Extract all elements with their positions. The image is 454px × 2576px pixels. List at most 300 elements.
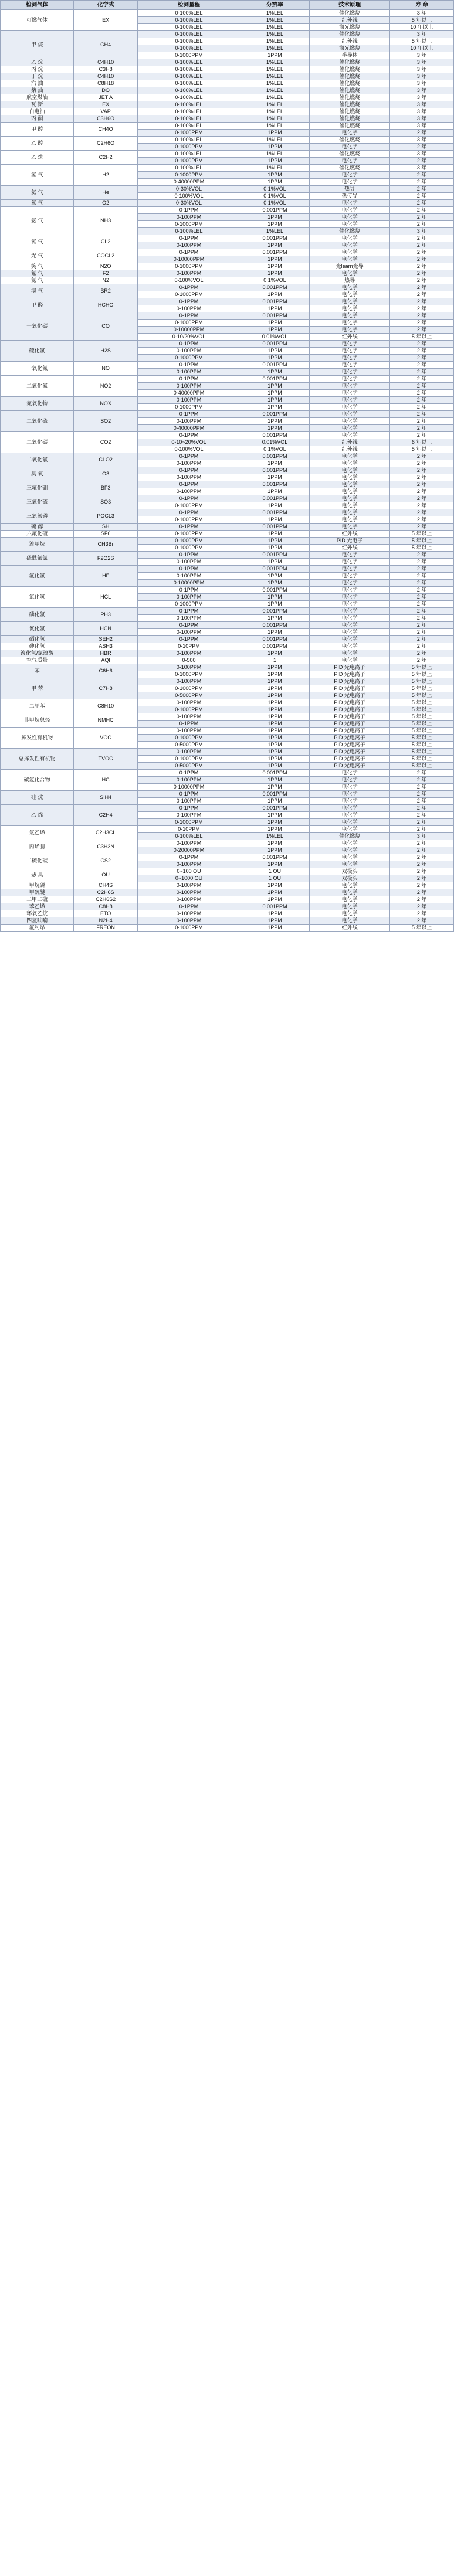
cell-principle: 电化学	[310, 889, 390, 896]
cell-range: 0-100PPM	[138, 798, 240, 805]
cell-resolution: 1PPM	[240, 256, 309, 263]
cell-principle: 电化学	[310, 791, 390, 798]
cell-principle: 催化燃烧	[310, 80, 390, 87]
cell-resolution: 1PPM	[240, 925, 309, 932]
cell-resolution: 1PPM	[240, 172, 309, 179]
cell-resolution: 1PPM	[240, 538, 309, 545]
cell-gas-name: 硫 醇	[1, 524, 74, 531]
cell-principle: 红外线	[310, 545, 390, 552]
cell-principle: 电化学	[310, 144, 390, 151]
cell-gas-name: 氦 气	[1, 186, 74, 200]
cell-resolution: 0.001PPM	[240, 509, 309, 516]
cell-principle: 电化学	[310, 242, 390, 249]
cell-life: 2 年	[390, 502, 454, 509]
cell-life: 2 年	[390, 467, 454, 474]
cell-life: 2 年	[390, 130, 454, 137]
cell-life: 2 年	[390, 643, 454, 650]
cell-principle: 电化学	[310, 348, 390, 355]
cell-formula: SF6	[74, 531, 138, 538]
cell-resolution: 1PPM	[240, 516, 309, 524]
cell-gas-name: 碳氢化合物	[1, 770, 74, 791]
cell-resolution: 0.01%VOL	[240, 334, 309, 341]
cell-range: 0-100PPM	[138, 678, 240, 685]
cell-life: 2 年	[390, 784, 454, 791]
cell-life: 3 年	[390, 94, 454, 101]
cell-gas-name: 丁 烷	[1, 73, 74, 80]
cell-principle: PID 光电离子	[310, 685, 390, 692]
cell-range: 0-100PPM	[138, 896, 240, 903]
cell-resolution: 1PPM	[240, 615, 309, 622]
cell-principle: PID 光电离子	[310, 699, 390, 706]
cell-life: 5 年以上	[390, 446, 454, 453]
cell-resolution: 1PPM	[240, 383, 309, 390]
cell-principle: 电化学	[310, 172, 390, 179]
cell-gas-name: 汽 油	[1, 80, 74, 87]
cell-range: 0-1PPM	[138, 341, 240, 348]
cell-principle: 催化燃烧	[310, 87, 390, 94]
cell-range: 0-1PPM	[138, 903, 240, 910]
cell-principle: 电化学	[310, 256, 390, 263]
cell-principle: PID 光电离子	[310, 678, 390, 685]
cell-life: 2 年	[390, 495, 454, 502]
cell-resolution: 1PPM	[240, 291, 309, 298]
cell-gas-name: 三氟化硼	[1, 481, 74, 495]
cell-range: 0-100PPM	[138, 749, 240, 756]
cell-resolution: 1PPM	[240, 840, 309, 847]
cell-life: 5 年以上	[390, 664, 454, 671]
cell-life: 2 年	[390, 636, 454, 643]
cell-gas-name: 甲 苯	[1, 678, 74, 699]
cell-gas-name: 可燃气体	[1, 10, 74, 31]
table-row	[1, 101, 454, 108]
cell-life: 2 年	[390, 214, 454, 221]
cell-range: 0-5000PPM	[138, 692, 240, 699]
table-row	[1, 664, 454, 671]
cell-formula: H2S	[74, 341, 138, 362]
cell-life: 2 年	[390, 341, 454, 348]
table-row	[1, 713, 454, 721]
cell-life: 2 年	[390, 777, 454, 784]
cell-life: 2 年	[390, 580, 454, 587]
column-header-life: 寿 命	[390, 1, 454, 10]
cell-range: 0-100PPM	[138, 889, 240, 896]
cell-range: 0-1PPM	[138, 721, 240, 728]
cell-life: 2 年	[390, 460, 454, 467]
cell-range: 0-1PPM	[138, 235, 240, 242]
cell-resolution: 1%LEL	[240, 31, 309, 38]
cell-range: 0-100%LEL	[138, 165, 240, 172]
cell-resolution: 1%LEL	[240, 115, 309, 123]
cell-resolution: 0.001PPM	[240, 411, 309, 418]
cell-life: 2 年	[390, 284, 454, 291]
gas-detection-table	[0, 0, 454, 932]
table-row	[1, 341, 454, 348]
cell-principle: 电化学	[310, 376, 390, 383]
table-row	[1, 115, 454, 123]
cell-life: 2 年	[390, 903, 454, 910]
cell-life: 2 年	[390, 552, 454, 559]
cell-gas-name: 乙 醇	[1, 137, 74, 151]
cell-gas-name: 挥发性有机物	[1, 728, 74, 749]
cell-gas-name: 苯	[1, 664, 74, 678]
cell-life: 2 年	[390, 362, 454, 369]
table-row	[1, 552, 454, 559]
cell-life: 2 年	[390, 270, 454, 277]
cell-range: 0-1000PPM	[138, 671, 240, 678]
cell-gas-name: 乙 烯	[1, 805, 74, 826]
table-row	[1, 840, 454, 847]
cell-principle: 电化学	[310, 327, 390, 334]
cell-formula: SO3	[74, 495, 138, 509]
cell-gas-name: 氟化氢	[1, 566, 74, 587]
cell-gas-name: 二氧化硫	[1, 411, 74, 432]
cell-range: 0-10/20%VOL	[138, 334, 240, 341]
cell-life: 5 年以上	[390, 728, 454, 735]
cell-resolution: 1%LEL	[240, 66, 309, 73]
cell-formula: C2H6S2	[74, 896, 138, 903]
cell-life: 3 年	[390, 87, 454, 94]
cell-resolution: 1PPM	[240, 397, 309, 404]
cell-principle: 电化学	[310, 305, 390, 312]
cell-resolution: 1PPM	[240, 348, 309, 355]
cell-range: 0-100%LEL	[138, 17, 240, 24]
cell-formula: EX	[74, 10, 138, 31]
cell-resolution: 1PPM	[240, 559, 309, 566]
table-row	[1, 137, 454, 144]
cell-formula: SEH2	[74, 636, 138, 643]
cell-resolution: 0.001PPM	[240, 362, 309, 369]
cell-life: 2 年	[390, 256, 454, 263]
cell-formula: CO2	[74, 432, 138, 453]
cell-principle: 电化学	[310, 594, 390, 601]
cell-life: 2 年	[390, 327, 454, 334]
cell-gas-name: 光 气	[1, 249, 74, 263]
cell-gas-name: 恶 臭	[1, 868, 74, 882]
cell-principle: 催化燃烧	[310, 31, 390, 38]
cell-life: 2 年	[390, 158, 454, 165]
cell-resolution: 1PPM	[240, 52, 309, 59]
cell-resolution: 0.001PPM	[240, 432, 309, 439]
cell-life: 2 年	[390, 770, 454, 777]
cell-life: 2 年	[390, 432, 454, 439]
cell-life: 2 年	[390, 516, 454, 524]
cell-formula: EX	[74, 101, 138, 108]
cell-range: 0-10000PPM	[138, 256, 240, 263]
table-row	[1, 657, 454, 664]
cell-formula: PH3	[74, 608, 138, 622]
cell-life: 3 年	[390, 228, 454, 235]
cell-life: 5 年以上	[390, 692, 454, 699]
cell-principle: 电化学	[310, 200, 390, 207]
cell-principle: 电化学	[310, 847, 390, 854]
cell-range: 0-1000PPM	[138, 516, 240, 524]
cell-range: 0-1PPM	[138, 376, 240, 383]
cell-gas-name: 硅 烷	[1, 791, 74, 805]
cell-life: 2 年	[390, 418, 454, 425]
cell-range: 0-1PPM	[138, 467, 240, 474]
cell-principle: 电化学	[310, 524, 390, 531]
cell-range: 0-10PPM	[138, 643, 240, 650]
cell-formula: AQI	[74, 657, 138, 664]
cell-life: 2 年	[390, 608, 454, 615]
cell-principle: 电化学	[310, 270, 390, 277]
cell-life: 5 年以上	[390, 742, 454, 749]
cell-life: 2 年	[390, 376, 454, 383]
table-row	[1, 467, 454, 474]
cell-gas-name: 氯 气	[1, 235, 74, 249]
cell-principle: 电化学	[310, 636, 390, 643]
cell-life: 2 年	[390, 622, 454, 629]
cell-range: 0-1PPM	[138, 284, 240, 291]
cell-gas-name: 乙 炔	[1, 151, 74, 165]
cell-formula: He	[74, 186, 138, 200]
cell-life: 2 年	[390, 369, 454, 376]
cell-principle: 电化学	[310, 917, 390, 925]
cell-life: 2 年	[390, 298, 454, 305]
cell-resolution: 0.001PPM	[240, 298, 309, 305]
table-row	[1, 805, 454, 812]
cell-life: 3 年	[390, 108, 454, 115]
cell-principle: 电化学	[310, 580, 390, 587]
table-row	[1, 791, 454, 798]
cell-range: 0~100 OU	[138, 868, 240, 875]
cell-resolution: 1%LEL	[240, 17, 309, 24]
cell-life: 2 年	[390, 221, 454, 228]
table-row	[1, 770, 454, 777]
cell-life: 10 年以上	[390, 24, 454, 31]
table-row	[1, 608, 454, 615]
cell-principle: 双极头	[310, 875, 390, 882]
cell-gas-name: 甲 烷	[1, 31, 74, 59]
cell-range: 0-1000PPM	[138, 756, 240, 763]
cell-gas-name: 硫酰氟氯	[1, 552, 74, 566]
cell-formula: BF3	[74, 481, 138, 495]
cell-life: 3 年	[390, 137, 454, 144]
cell-range: 0-100%LEL	[138, 137, 240, 144]
table-row	[1, 868, 454, 875]
cell-resolution: 1PPM	[240, 910, 309, 917]
table-row	[1, 362, 454, 369]
cell-formula: NOX	[74, 397, 138, 411]
cell-principle: PID 光电离子	[310, 692, 390, 699]
cell-resolution: 0.1%VOL	[240, 193, 309, 200]
table-row	[1, 453, 454, 460]
cell-resolution: 1%LEL	[240, 123, 309, 130]
cell-life: 2 年	[390, 812, 454, 819]
cell-formula: CO	[74, 312, 138, 341]
cell-principle: 催化燃烧	[310, 228, 390, 235]
cell-gas-name: 氧 气	[1, 200, 74, 207]
cell-resolution: 0.001PPM	[240, 770, 309, 777]
cell-formula: BR2	[74, 284, 138, 298]
cell-range: 0-1000PPM	[138, 130, 240, 137]
column-header-formula: 化学式	[74, 1, 138, 10]
cell-resolution: 1PPM	[240, 355, 309, 362]
cell-principle: 电化学	[310, 784, 390, 791]
cell-life: 2 年	[390, 488, 454, 495]
cell-range: 0-1PPM	[138, 312, 240, 320]
cell-principle: 电化学	[310, 312, 390, 320]
cell-resolution: 1PPM	[240, 214, 309, 221]
cell-range: 0-100PPM	[138, 917, 240, 925]
cell-gas-name: 甲烷磷	[1, 882, 74, 889]
cell-formula: CS2	[74, 854, 138, 868]
cell-life: 3 年	[390, 833, 454, 840]
table-row	[1, 728, 454, 735]
cell-resolution: 0.001PPM	[240, 552, 309, 559]
cell-principle: 电化学	[310, 488, 390, 495]
cell-formula: C4H10	[74, 59, 138, 66]
table-row	[1, 678, 454, 685]
cell-resolution: 0.1%VOL	[240, 200, 309, 207]
cell-formula: CH3Br	[74, 538, 138, 552]
cell-principle: 催化燃烧	[310, 66, 390, 73]
cell-resolution: 0.001PPM	[240, 587, 309, 594]
cell-principle: 催化燃烧	[310, 115, 390, 123]
cell-life: 2 年	[390, 910, 454, 917]
cell-principle: 电化学	[310, 432, 390, 439]
cell-range: 0-100PPM	[138, 305, 240, 312]
cell-gas-name: 二氧化氯	[1, 453, 74, 467]
cell-life: 3 年	[390, 165, 454, 172]
cell-range: 0-100%LEL	[138, 24, 240, 31]
cell-life: 2 年	[390, 854, 454, 861]
cell-range: 0-1PPM	[138, 481, 240, 488]
cell-resolution: 1%LEL	[240, 228, 309, 235]
cell-life: 3 年	[390, 10, 454, 17]
cell-principle: 激光燃烧	[310, 45, 390, 52]
cell-life: 5 年以上	[390, 713, 454, 721]
cell-principle: 催化燃烧	[310, 165, 390, 172]
cell-principle: 电化学	[310, 601, 390, 608]
cell-resolution: 1PPM	[240, 425, 309, 432]
table-row	[1, 903, 454, 910]
cell-range: 0-1000PPM	[138, 706, 240, 713]
cell-life: 2 年	[390, 411, 454, 418]
cell-life: 3 年	[390, 115, 454, 123]
cell-life: 5 年以上	[390, 699, 454, 706]
cell-range: 0-100%LEL	[138, 45, 240, 52]
cell-formula: JET A	[74, 94, 138, 101]
cell-life: 2 年	[390, 144, 454, 151]
cell-formula: VOC	[74, 728, 138, 749]
cell-range: 0-100PPM	[138, 474, 240, 481]
cell-principle: 电化学	[310, 516, 390, 524]
cell-life: 10 年以上	[390, 45, 454, 52]
cell-range: 0-100PPM	[138, 615, 240, 622]
cell-formula: C3H3N	[74, 840, 138, 854]
cell-resolution: 1PPM	[240, 418, 309, 425]
cell-gas-name: 氰化氢	[1, 622, 74, 636]
cell-principle: 电化学	[310, 130, 390, 137]
cell-resolution: 1PPM	[240, 270, 309, 277]
cell-gas-name: 二氧化氮	[1, 376, 74, 397]
cell-principle: 电化学	[310, 179, 390, 186]
cell-life: 2 年	[390, 383, 454, 390]
cell-resolution: 0.001PPM	[240, 622, 309, 629]
cell-principle: PID 光电离子	[310, 749, 390, 756]
cell-resolution: 1PPM	[240, 728, 309, 735]
cell-range: 0-10000PPM	[138, 784, 240, 791]
cell-gas-name: 三氯氧磷	[1, 509, 74, 524]
cell-resolution: 1PPM	[240, 390, 309, 397]
cell-life: 5 年以上	[390, 38, 454, 45]
cell-principle: 电化学	[310, 207, 390, 214]
cell-principle: 电化学	[310, 397, 390, 404]
cell-gas-name: 三氧化硫	[1, 495, 74, 509]
cell-range: 0-1PPM	[138, 791, 240, 798]
cell-life: 2 年	[390, 312, 454, 320]
cell-life: 5 年以上	[390, 763, 454, 770]
cell-range: 0-100%LEL	[138, 151, 240, 158]
cell-principle: PID 光电离子	[310, 742, 390, 749]
cell-resolution: 1PPM	[240, 896, 309, 903]
table-row	[1, 151, 454, 158]
cell-range: 0-100PPM	[138, 629, 240, 636]
cell-resolution: 1PPM	[240, 179, 309, 186]
table-row	[1, 165, 454, 172]
cell-principle: 电化学	[310, 615, 390, 622]
cell-range: 0-1000PPM	[138, 925, 240, 932]
cell-principle: PID 光电离子	[310, 721, 390, 728]
cell-resolution: 0.001PPM	[240, 341, 309, 348]
cell-range: 0-100%LEL	[138, 31, 240, 38]
cell-principle: 电化学	[310, 566, 390, 573]
cell-range: 0-100PPM	[138, 397, 240, 404]
cell-range: 0-1PPM	[138, 207, 240, 214]
cell-principle: 电化学	[310, 840, 390, 847]
cell-principle: 激光燃烧	[310, 24, 390, 31]
table-row	[1, 284, 454, 291]
cell-principle: 红外线	[310, 531, 390, 538]
cell-resolution: 0.001PPM	[240, 566, 309, 573]
table-row	[1, 896, 454, 903]
cell-formula: O3	[74, 467, 138, 481]
cell-resolution: 1PPM	[240, 629, 309, 636]
cell-resolution: 1%LEL	[240, 833, 309, 840]
cell-range: 0-100PPM	[138, 728, 240, 735]
cell-resolution: 1%LEL	[240, 80, 309, 87]
cell-range: 0-1000PPM	[138, 221, 240, 228]
cell-life: 2 年	[390, 524, 454, 531]
cell-principle: 电化学	[310, 425, 390, 432]
cell-principle: 双极头	[310, 868, 390, 875]
cell-life: 2 年	[390, 207, 454, 214]
cell-range: 0-10000PPM	[138, 327, 240, 334]
cell-range: 0-100PPM	[138, 418, 240, 425]
cell-life: 2 年	[390, 200, 454, 207]
cell-range: 0-1PPM	[138, 524, 240, 531]
cell-gas-name: 臭 氧	[1, 467, 74, 481]
table-row	[1, 31, 454, 38]
cell-range: 0-100%VOL	[138, 193, 240, 200]
cell-range: 0-100PPM	[138, 270, 240, 277]
cell-principle: 电化学	[310, 474, 390, 481]
table-body	[1, 10, 454, 932]
cell-principle: 电化学	[310, 854, 390, 861]
cell-range: 0-100PPM	[138, 664, 240, 671]
cell-life: 3 年	[390, 52, 454, 59]
cell-formula: TVOC	[74, 749, 138, 770]
cell-principle: 电化学	[310, 495, 390, 502]
cell-formula: H2	[74, 165, 138, 186]
cell-gas-name: 柴 油	[1, 87, 74, 94]
table-row	[1, 10, 454, 17]
cell-principle: 电化学	[310, 284, 390, 291]
cell-life: 2 年	[390, 791, 454, 798]
cell-range: 0-40000PPM	[138, 390, 240, 397]
cell-principle: 电化学	[310, 896, 390, 903]
